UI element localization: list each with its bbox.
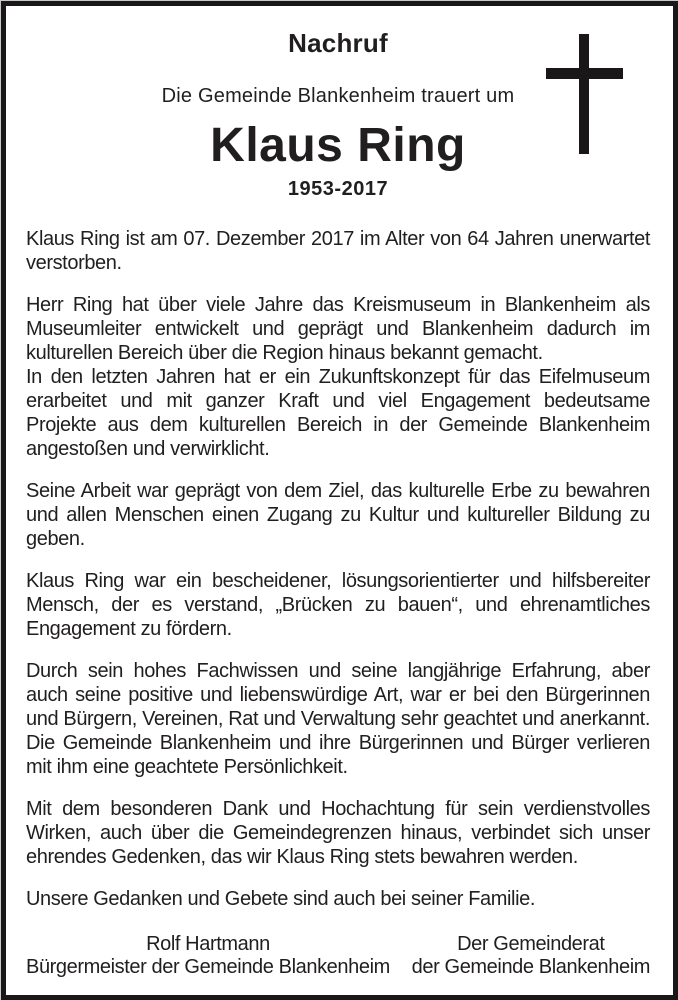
signatory-role: Bürgermeister der Gemeinde Blankenheim: [26, 956, 390, 978]
paragraph-death-notice: Klaus Ring ist am 07. Dezember 2017 im Alter von 64 Jahren unerwartet verstorben.: [26, 228, 650, 274]
paragraph-gratitude: Mit dem besonderen Dank und Hochachtung für sein verdienstvolles Wirken, auch über die Gemeindegrenzen hinaus, verbindet sich unser ehrendes Gedenken, das wir Klaus Ring stets bewahren werden.: [26, 798, 650, 868]
deceased-name: Klaus Ring: [210, 119, 466, 172]
signature-right: [412, 933, 650, 979]
life-dates: 1953-2017: [287, 178, 389, 200]
council-org: der Gemeinde Blankenheim: [411, 956, 650, 978]
obituary-frame: [1, 1, 678, 1000]
paragraph-museum-work: Herr Ring hat über viele Jahre das Kreismuseum in Blankenheim als Museumleiter entwickelt und geprägt und Blankenheim dadurch im kulturellen Bereich über die Region hinaus bekannt gemacht.: [26, 294, 650, 364]
obituary-body: [26, 227, 650, 911]
council-name: Der Gemeinderat: [457, 933, 605, 955]
obituary-title: Nachruf: [288, 28, 388, 58]
paragraph-character: Klaus Ring war ein bescheidener, lösungsorientierter und hilfsbereiter Mensch, der es verstand, „Brücken zu bauen“, und ehrenamtliches Engagement zu fördern.: [26, 570, 650, 640]
paragraph-goal: Seine Arbeit war geprägt von dem Ziel, das kulturelle Erbe zu bewahren und allen Menschen einen Zugang zu Kultur und kultureller Bildung zu geben.: [26, 480, 650, 550]
paragraph-future-concept: In den letzten Jahren hat er ein Zukunftskonzept für das Eifelmuseum erarbeitet und mit ganzer Kraft und viel Engagement bedeutsame Projekte aus dem kulturellen Bereich in der Gemeinde Blankenheim angestoßen und verwirklicht.: [26, 366, 650, 460]
signature-left: [26, 933, 390, 979]
obituary-header: [26, 28, 650, 201]
mourning-intro: Die Gemeinde Blankenheim trauert um: [161, 85, 515, 107]
signature-row: [26, 933, 650, 979]
signatory-name: Rolf Hartmann: [146, 933, 270, 955]
paragraph-esteem: Durch sein hohes Fachwissen und seine langjährige Erfahrung, aber auch seine positive und liebenswürdige Art, war er bei den Bürgerinnen und Bürgern, Vereinen, Rat und Verwaltung sehr geachtet und anerkannt. Die Gemeinde Blankenheim und ihre Bürgerinnen und Bürger verlieren mit ihm eine geachtete Persönlichkeit.: [26, 660, 650, 778]
paragraph-family: Unsere Gedanken und Gebete sind auch bei seiner Familie.: [26, 888, 536, 910]
